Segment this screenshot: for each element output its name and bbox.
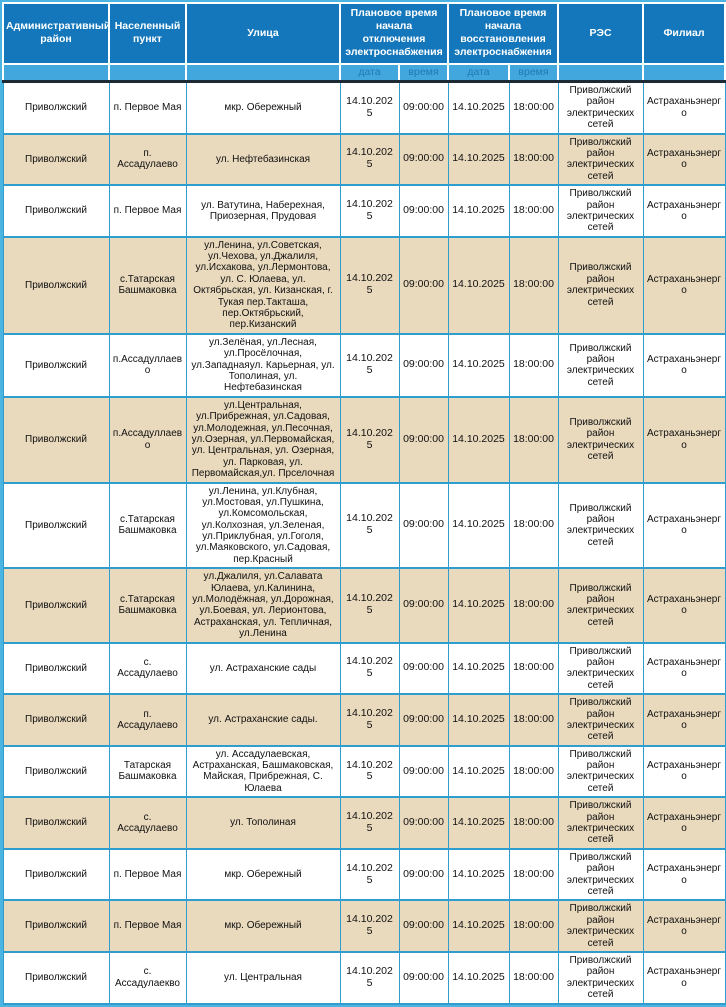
cell-restore-time: 18:00:00 bbox=[509, 900, 558, 952]
cell-settlement: с. Ассадулаево bbox=[109, 797, 186, 849]
cell-restore-date: 14.10.2025 bbox=[448, 568, 509, 642]
cell-district: Приволжский bbox=[3, 134, 109, 186]
cell-outage-time: 09:00:00 bbox=[399, 952, 448, 1004]
cell-streets: мкр. Обережный bbox=[186, 82, 340, 134]
subheader-spacer bbox=[109, 64, 186, 82]
cell-settlement: п.Ассадуллаево bbox=[109, 334, 186, 397]
cell-restore-date: 14.10.2025 bbox=[448, 397, 509, 483]
cell-restore-time: 18:00:00 bbox=[509, 643, 558, 695]
cell-streets: ул. Ассадулаевская, Астраханская, Башмаковская, Майская, Прибрежная, С. Юлаева bbox=[186, 746, 340, 798]
cell-streets: ул.Джалиля, ул.Салавата Юлаева, ул.Калинина, ул.Молодёжная, ул.Дорожная, ул.Боевая, ул. Лерионтова, Астраханская, ул. Тепличная, ул.Ленина bbox=[186, 568, 340, 642]
cell-restore-date: 14.10.2025 bbox=[448, 694, 509, 746]
table-row bbox=[3, 82, 725, 134]
cell-res: Приволжский район электрических сетей bbox=[558, 952, 643, 1004]
cell-restore-date: 14.10.2025 bbox=[448, 746, 509, 798]
subheader-outage-date: дата bbox=[340, 64, 399, 82]
cell-res: Приволжский район электрических сетей bbox=[558, 900, 643, 952]
table-row bbox=[3, 397, 725, 483]
cell-settlement: п. Первое Мая bbox=[109, 849, 186, 901]
cell-district: Приволжский bbox=[3, 483, 109, 569]
cell-restore-time: 18:00:00 bbox=[509, 568, 558, 642]
cell-settlement: п. Первое Мая bbox=[109, 82, 186, 134]
cell-settlement: с.Татарская Башмаковка bbox=[109, 568, 186, 642]
table-row bbox=[3, 797, 725, 849]
table-row bbox=[3, 483, 725, 569]
table-row bbox=[3, 568, 725, 642]
cell-streets: ул.Зелёная, ул.Лесная, ул.Просёлочная, ул.Западнаяул. Карьерная, ул. Тополиная, ул. Нефтебазинская bbox=[186, 334, 340, 397]
cell-branch: Астраханьэнерго bbox=[643, 694, 725, 746]
cell-branch: Астраханьэнерго bbox=[643, 746, 725, 798]
header-street: Улица bbox=[186, 3, 340, 64]
cell-outage-time: 09:00:00 bbox=[399, 900, 448, 952]
cell-streets: мкр. Обережный bbox=[186, 900, 340, 952]
cell-restore-date: 14.10.2025 bbox=[448, 185, 509, 237]
cell-branch: Астраханьэнерго bbox=[643, 568, 725, 642]
cell-outage-date: 14.10.2025 bbox=[340, 694, 399, 746]
cell-streets: ул. Астраханские сады. bbox=[186, 694, 340, 746]
cell-outage-time: 09:00:00 bbox=[399, 334, 448, 397]
cell-branch: Астраханьэнерго bbox=[643, 900, 725, 952]
cell-restore-time: 18:00:00 bbox=[509, 334, 558, 397]
table-row bbox=[3, 900, 725, 952]
cell-outage-date: 14.10.2025 bbox=[340, 237, 399, 334]
subheader-outage-time: время bbox=[399, 64, 448, 82]
cell-branch: Астраханьэнерго bbox=[643, 82, 725, 134]
cell-res: Приволжский район электрических сетей bbox=[558, 185, 643, 237]
subheader-spacer bbox=[186, 64, 340, 82]
cell-outage-date: 14.10.2025 bbox=[340, 483, 399, 569]
cell-restore-date: 14.10.2025 bbox=[448, 237, 509, 334]
cell-restore-date: 14.10.2025 bbox=[448, 334, 509, 397]
cell-outage-time: 09:00:00 bbox=[399, 797, 448, 849]
header-branch: Филиал bbox=[643, 3, 725, 64]
cell-outage-date: 14.10.2025 bbox=[340, 185, 399, 237]
cell-settlement: п. Ассадулаево bbox=[109, 694, 186, 746]
cell-restore-date: 14.10.2025 bbox=[448, 643, 509, 695]
cell-res: Приволжский район электрических сетей bbox=[558, 134, 643, 186]
table-row bbox=[3, 185, 725, 237]
header-outage-time: Плановое время начала отключения электроснабжения bbox=[340, 3, 448, 64]
cell-streets: ул.Центральная, ул.Прибрежная, ул.Садовая, ул.Молодежная, ул.Песочная, ул.Озерная, ул.Первомайская, ул. Центральная, ул. Озерная, ул. Парковая, ул. Первомайская,ул. Прселочная bbox=[186, 397, 340, 483]
header-restore-time: Плановое время начала восстановления электроснабжения bbox=[448, 3, 558, 64]
cell-outage-date: 14.10.2025 bbox=[340, 797, 399, 849]
cell-district: Приволжский bbox=[3, 237, 109, 334]
cell-district: Приволжский bbox=[3, 797, 109, 849]
cell-restore-time: 18:00:00 bbox=[509, 82, 558, 134]
table-header bbox=[3, 3, 725, 82]
cell-district: Приволжский bbox=[3, 185, 109, 237]
table-row bbox=[3, 694, 725, 746]
cell-streets: ул.Ленина, ул.Клубная, ул.Мостовая, ул.Пушкина, ул.Комсомольская, ул.Колхозная, ул.Зеленая, ул.Приклубная, ул.Гоголя, ул.Маяковского, ул.Садовая, пер.Красный bbox=[186, 483, 340, 569]
cell-branch: Астраханьэнерго bbox=[643, 952, 725, 1004]
cell-settlement: п. Первое Мая bbox=[109, 185, 186, 237]
cell-res: Приволжский район электрических сетей bbox=[558, 483, 643, 569]
cell-outage-date: 14.10.2025 bbox=[340, 397, 399, 483]
cell-outage-time: 09:00:00 bbox=[399, 643, 448, 695]
cell-streets: ул. Нефтебазинская bbox=[186, 134, 340, 186]
cell-settlement: с.Татарская Башмаковка bbox=[109, 237, 186, 334]
cell-outage-date: 14.10.2025 bbox=[340, 568, 399, 642]
header-res: РЭС bbox=[558, 3, 643, 64]
header-settlement: Населенный пункт bbox=[109, 3, 186, 64]
cell-restore-date: 14.10.2025 bbox=[448, 952, 509, 1004]
cell-res: Приволжский район электрических сетей bbox=[558, 237, 643, 334]
cell-outage-time: 09:00:00 bbox=[399, 694, 448, 746]
table-row bbox=[3, 849, 725, 901]
header-row bbox=[3, 3, 725, 64]
cell-outage-time: 09:00:00 bbox=[399, 134, 448, 186]
cell-outage-time: 09:00:00 bbox=[399, 82, 448, 134]
table-row bbox=[3, 746, 725, 798]
cell-branch: Астраханьэнерго bbox=[643, 334, 725, 397]
cell-res: Приволжский район электрических сетей bbox=[558, 568, 643, 642]
table-row bbox=[3, 643, 725, 695]
cell-restore-date: 14.10.2025 bbox=[448, 849, 509, 901]
cell-settlement: п.Ассадуллаево bbox=[109, 397, 186, 483]
cell-outage-time: 09:00:00 bbox=[399, 746, 448, 798]
cell-outage-date: 14.10.2025 bbox=[340, 952, 399, 1004]
cell-district: Приволжский bbox=[3, 694, 109, 746]
cell-outage-date: 14.10.2025 bbox=[340, 82, 399, 134]
cell-outage-time: 09:00:00 bbox=[399, 568, 448, 642]
cell-restore-time: 18:00:00 bbox=[509, 397, 558, 483]
cell-district: Приволжский bbox=[3, 397, 109, 483]
cell-outage-time: 09:00:00 bbox=[399, 483, 448, 569]
table-row bbox=[3, 334, 725, 397]
cell-res: Приволжский район электрических сетей bbox=[558, 849, 643, 901]
table-row bbox=[3, 952, 725, 1004]
cell-outage-date: 14.10.2025 bbox=[340, 134, 399, 186]
cell-outage-date: 14.10.2025 bbox=[340, 746, 399, 798]
cell-restore-time: 18:00:00 bbox=[509, 849, 558, 901]
cell-restore-time: 18:00:00 bbox=[509, 134, 558, 186]
cell-res: Приволжский район электрических сетей bbox=[558, 334, 643, 397]
cell-outage-date: 14.10.2025 bbox=[340, 643, 399, 695]
cell-res: Приволжский район электрических сетей bbox=[558, 82, 643, 134]
subheader-row bbox=[3, 64, 725, 82]
outage-table bbox=[2, 2, 726, 1005]
cell-streets: мкр. Обережный bbox=[186, 849, 340, 901]
cell-res: Приволжский район электрических сетей bbox=[558, 797, 643, 849]
cell-restore-time: 18:00:00 bbox=[509, 797, 558, 849]
subheader-spacer bbox=[3, 64, 109, 82]
cell-branch: Астраханьэнерго bbox=[643, 849, 725, 901]
cell-restore-date: 14.10.2025 bbox=[448, 82, 509, 134]
cell-district: Приволжский bbox=[3, 952, 109, 1004]
cell-streets: ул. Центральная bbox=[186, 952, 340, 1004]
cell-settlement: с. Ассадулаекво bbox=[109, 952, 186, 1004]
cell-settlement: с.Татарская Башмаковка bbox=[109, 483, 186, 569]
cell-restore-time: 18:00:00 bbox=[509, 237, 558, 334]
cell-outage-time: 09:00:00 bbox=[399, 237, 448, 334]
header-district: Административный район bbox=[3, 3, 109, 64]
cell-streets: ул. Ватутина, Наберехная, Приозерная, Прудовая bbox=[186, 185, 340, 237]
subheader-spacer bbox=[558, 64, 643, 82]
cell-restore-time: 18:00:00 bbox=[509, 694, 558, 746]
cell-restore-date: 14.10.2025 bbox=[448, 134, 509, 186]
cell-branch: Астраханьэнерго bbox=[643, 483, 725, 569]
cell-restore-date: 14.10.2025 bbox=[448, 900, 509, 952]
cell-restore-time: 18:00:00 bbox=[509, 185, 558, 237]
cell-branch: Астраханьэнерго bbox=[643, 134, 725, 186]
cell-streets: ул. Тополиная bbox=[186, 797, 340, 849]
cell-restore-time: 18:00:00 bbox=[509, 746, 558, 798]
cell-settlement: с. Ассадулаево bbox=[109, 643, 186, 695]
cell-settlement: п. Первое Мая bbox=[109, 900, 186, 952]
cell-district: Приволжский bbox=[3, 746, 109, 798]
cell-res: Приволжский район электрических сетей bbox=[558, 694, 643, 746]
cell-outage-date: 14.10.2025 bbox=[340, 334, 399, 397]
cell-branch: Астраханьэнерго bbox=[643, 397, 725, 483]
table-body bbox=[3, 82, 725, 1004]
cell-res: Приволжский район электрических сетей bbox=[558, 643, 643, 695]
cell-restore-date: 14.10.2025 bbox=[448, 797, 509, 849]
cell-outage-time: 09:00:00 bbox=[399, 849, 448, 901]
cell-district: Приволжский bbox=[3, 334, 109, 397]
cell-outage-time: 09:00:00 bbox=[399, 185, 448, 237]
subheader-spacer bbox=[643, 64, 725, 82]
cell-district: Приволжский bbox=[3, 900, 109, 952]
cell-restore-date: 14.10.2025 bbox=[448, 483, 509, 569]
cell-district: Приволжский bbox=[3, 82, 109, 134]
cell-outage-date: 14.10.2025 bbox=[340, 849, 399, 901]
cell-branch: Астраханьэнерго bbox=[643, 237, 725, 334]
cell-district: Приволжский bbox=[3, 643, 109, 695]
table-row bbox=[3, 134, 725, 186]
cell-branch: Астраханьэнерго bbox=[643, 185, 725, 237]
cell-district: Приволжский bbox=[3, 568, 109, 642]
cell-outage-date: 14.10.2025 bbox=[340, 900, 399, 952]
cell-settlement: Татарская Башмаковка bbox=[109, 746, 186, 798]
cell-district: Приволжский bbox=[3, 849, 109, 901]
cell-res: Приволжский район электрических сетей bbox=[558, 746, 643, 798]
cell-restore-time: 18:00:00 bbox=[509, 952, 558, 1004]
cell-outage-time: 09:00:00 bbox=[399, 397, 448, 483]
cell-streets: ул.Ленина, ул.Советская, ул.Чехова, ул.Джалиля, ул.Исхакова, ул.Лермонтова, ул. С. Юлаева, ул. Октябрьская, ул. Кизанская, г. Тукая пер.Такташа, пер.Октябрьский, пер.Кизанский bbox=[186, 237, 340, 334]
cell-branch: Астраханьэнерго bbox=[643, 797, 725, 849]
table-row bbox=[3, 237, 725, 334]
subheader-restore-date: дата bbox=[448, 64, 509, 82]
cell-branch: Астраханьэнерго bbox=[643, 643, 725, 695]
cell-restore-time: 18:00:00 bbox=[509, 483, 558, 569]
cell-res: Приволжский район электрических сетей bbox=[558, 397, 643, 483]
cell-settlement: п. Ассадулаево bbox=[109, 134, 186, 186]
cell-streets: ул. Астраханские сады bbox=[186, 643, 340, 695]
subheader-restore-time: время bbox=[509, 64, 558, 82]
